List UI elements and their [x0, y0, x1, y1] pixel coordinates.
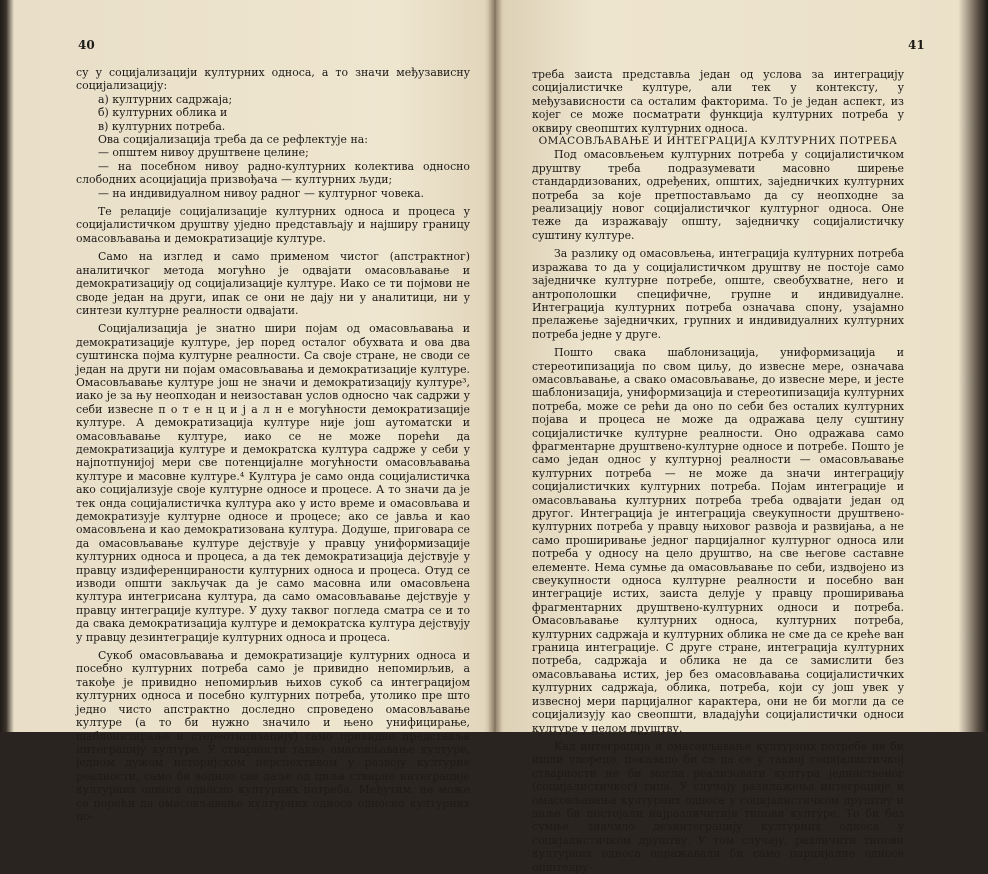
paragraph: Социјализација је знатно шири појам од омасовљавања и демократизације културе, јер поред осталог обухвата и ова два суштинска појма културне реалности. Са своје стране, не своди се један на други ни појам омасовљавања и демократизације културе. Омасовљавање културе још не значи и демократизацију културе³, иако је за њу неопходан и неизоставан услов односно чак садржи у себи извесне п о т е н ц и ј а л н е могућности демократизације културе. А демократизација културе није још аутоматски и омасовљавање културе, иако се не може порећи да демократизација културе и демократска култура садрже у себи у најпотпунијој мери све потенцијалне могућности омасовљавања културе и масовне културе.⁴ Култура је само онда социјалистичка ако социјализује своје културне односе и процесе. А то значи да је тек онда социјалистичка култура ако у исто време и омасовљава и демократизује културне односе и процесе; ако се јавља и као омасовљена и као демократизована култура. Додуше, приговара се да омасовљавање културе дејствује у правцу униформизације културних односа и процеса, а да тек демократизација дејствује у правцу издиференцираности културних односа и процеса. Отуд се изводи општи закључак да је само масовна или омасовљена култура интегрисана култура, да само омасовљавање дејствује у правцу интеграције културе. У духу таквог погледа сматра се и то да свака демократизација културе и демократска култура дејствују у правцу дезинтеграције културних односа и процеса. [76, 322, 470, 644]
right-page-body [532, 68, 904, 874]
book-gutter [488, 0, 502, 732]
list-item: а) културних садржаја; [98, 92, 233, 106]
paragraph: Пошто свака шаблонизација, униформизација и стереотипизација по свом циљу, до извесне мере, означава омасовљавање, а свако омасовљавање, до извесне мере, и јесте шаблонизација, униформизација и стереотипизација културних потреба, може се рећи да оно по себи без осталих културних појава и процеса не може да одражава целу суштину социјалистичке културне реалности. Оно одражава само фрагментарне друштвено-културне односе и потребе. Пошто је само један однос у културној реалности — омасовљавање културних потреба — не може да значи интеграцију социјалистичких културних потреба. Појам интеграције и омасовљавања културних потреба треба одвајати један од другог. Интеграција је интеграција свеукупности друштвено-културних потреба у правцу њиховог развоја и развијања, а не само проширивање једног парцијалног културног односа или потреба у односу на цело друштво, на све његове саставне елементе. Нема сумње да омасовљавање по себи, издвојено из свеукупности односа културне реалности и посебно ван интеграције истих, заиста делује у правцу проширивања фрагментарних друштвено-културних односи и потреба. Омасовљавање културних односа, културних потреба, културних садржаја и културних облика не сме да се креће ван граница интеграције. С друге стране, интеграција културних потреба, садржаја и облика не да се замислити без омасовљавања истих, јер без омасовљавања социјалистичких културних садржаја, облика, потреба, који су још увек у извесној мери парцијалног карактера, они не би могли да се социјализују као свеопшти, владајући социјалистички односи културе у целом друштву. [532, 346, 904, 735]
right-page [502, 0, 974, 874]
paragraph: За разлику од омасовљења, интеграција културних потреба изражава то да у социјалистичком друштву не постоје само заједничке културне потребе, опште, свеобухватне, него и антрополошки специфичне, групне и индивидуалне. Интеграција културних потреба означава спону, узајамно прелажење заједничких, групних и индивидуалних културних потреба једне у друге. [532, 247, 904, 341]
list-item: — на индивидуалном нивоу радног — културног човека. [98, 186, 424, 200]
paragraph: Само на изглед и само применом чистог (апстрактног) аналитичког метода могућно је одвајати омасовљавање и демократизацију од социјализације културе. Иако се ти појмови не своде један на други, ипак се они не дају ни у аналитици, ни у синтези културне реалности одвајати. [76, 250, 470, 317]
paragraph: Под омасовљењем културних потреба у социјалистичком друштву треба подразумевати масовно ширење стандардизованих, одређених, општих, заједничких културних потреба за које претпостављамо да су неопходне за реализацију новог социјалистичког културног односа. Оне теже да изражавају општу, заједничку социјалистичку суштину културе. [532, 148, 904, 242]
paragraph: Кад интеграција и омасовљавање културних потреба не би ишли упоредо, показало би се да се у таквој социјалистичкој стварности не би могла реализовати култура јединственог (социјалистичког) типа. У случају разилажења интеграције и омасовљавања културних односа у социјалистичком друштву и даље би постојали најразличитији типови културе. То би без сумње значило дезинтеграцију културних односа у социјалистичком друштву. У том случају, различити типови културних односа одражавали би само парцијалне односе општедру- [532, 739, 904, 874]
paragraph: треба заиста представља један од услова за интеграцију социјалистичке културе, али тек у контексту, у међузависности са осталим факторима. То је један аспект, из којег се може посматрати функција културних потреба у оквиру свеопштих културних односа. [532, 68, 904, 135]
paragraph: Сукоб омасовљавања и демократизације културних односа и посебно културних потреба само је привидно непомирљив, а такође је привидно непомирљив њихов сукоб са интеграцијом културних односа и посебно културних потреба, утолико пре што једно чисто апстрактно доследно спроведено омасовљавање културе (а то би нужно значило и њено унифицирање, шаблонизирање и стереотипизацију) само привидно представља интеграцију културе. У стварности такво омасовљавање културе, једном дужом историјском перспективом у развоју културне реалности, само би водило све даље од циља стварне интеграције културних односа односно културних потреба. Међутим, не може се порећи да омасовљавање културних односа односно културних по- [76, 649, 470, 823]
list-item: б) културних облика и [98, 106, 228, 120]
paragraph: Те релације социјализације културних односа и процеса у социјалистичком друштву уједно представљају и најширу границу омасовљавања и демократизације културе. [76, 205, 470, 245]
page-number-left: 40 [78, 38, 95, 52]
list-item: — општем нивоу друштвене целине; [98, 146, 309, 160]
section-heading: ОМАСОВЉАВАЊЕ И ИНТЕГРАЦИЈА КУЛТУРНИХ ПОТРЕБА [538, 135, 898, 148]
page-number-right: 41 [908, 38, 925, 52]
list-item: — на посебном нивоу радно-културних колектива односно слободних асоцијација призвођача — културних људи; [76, 159, 470, 187]
paragraph: су у социјализацији културних односа, а то значи међузависну социјализацију: [76, 66, 470, 93]
left-page-body [76, 66, 470, 823]
list-item: в) културних потреба. [98, 119, 226, 133]
paragraph: Ова социјализација треба да се рефлектује на: [98, 133, 368, 147]
left-page [14, 0, 488, 823]
